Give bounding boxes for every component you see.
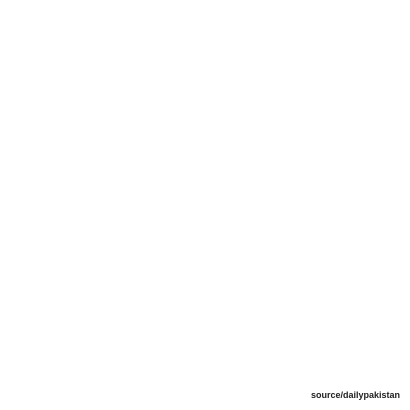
article-body xyxy=(8,6,402,384)
source-credit: source/dailypakistan xyxy=(310,390,400,400)
document-page xyxy=(8,6,402,404)
